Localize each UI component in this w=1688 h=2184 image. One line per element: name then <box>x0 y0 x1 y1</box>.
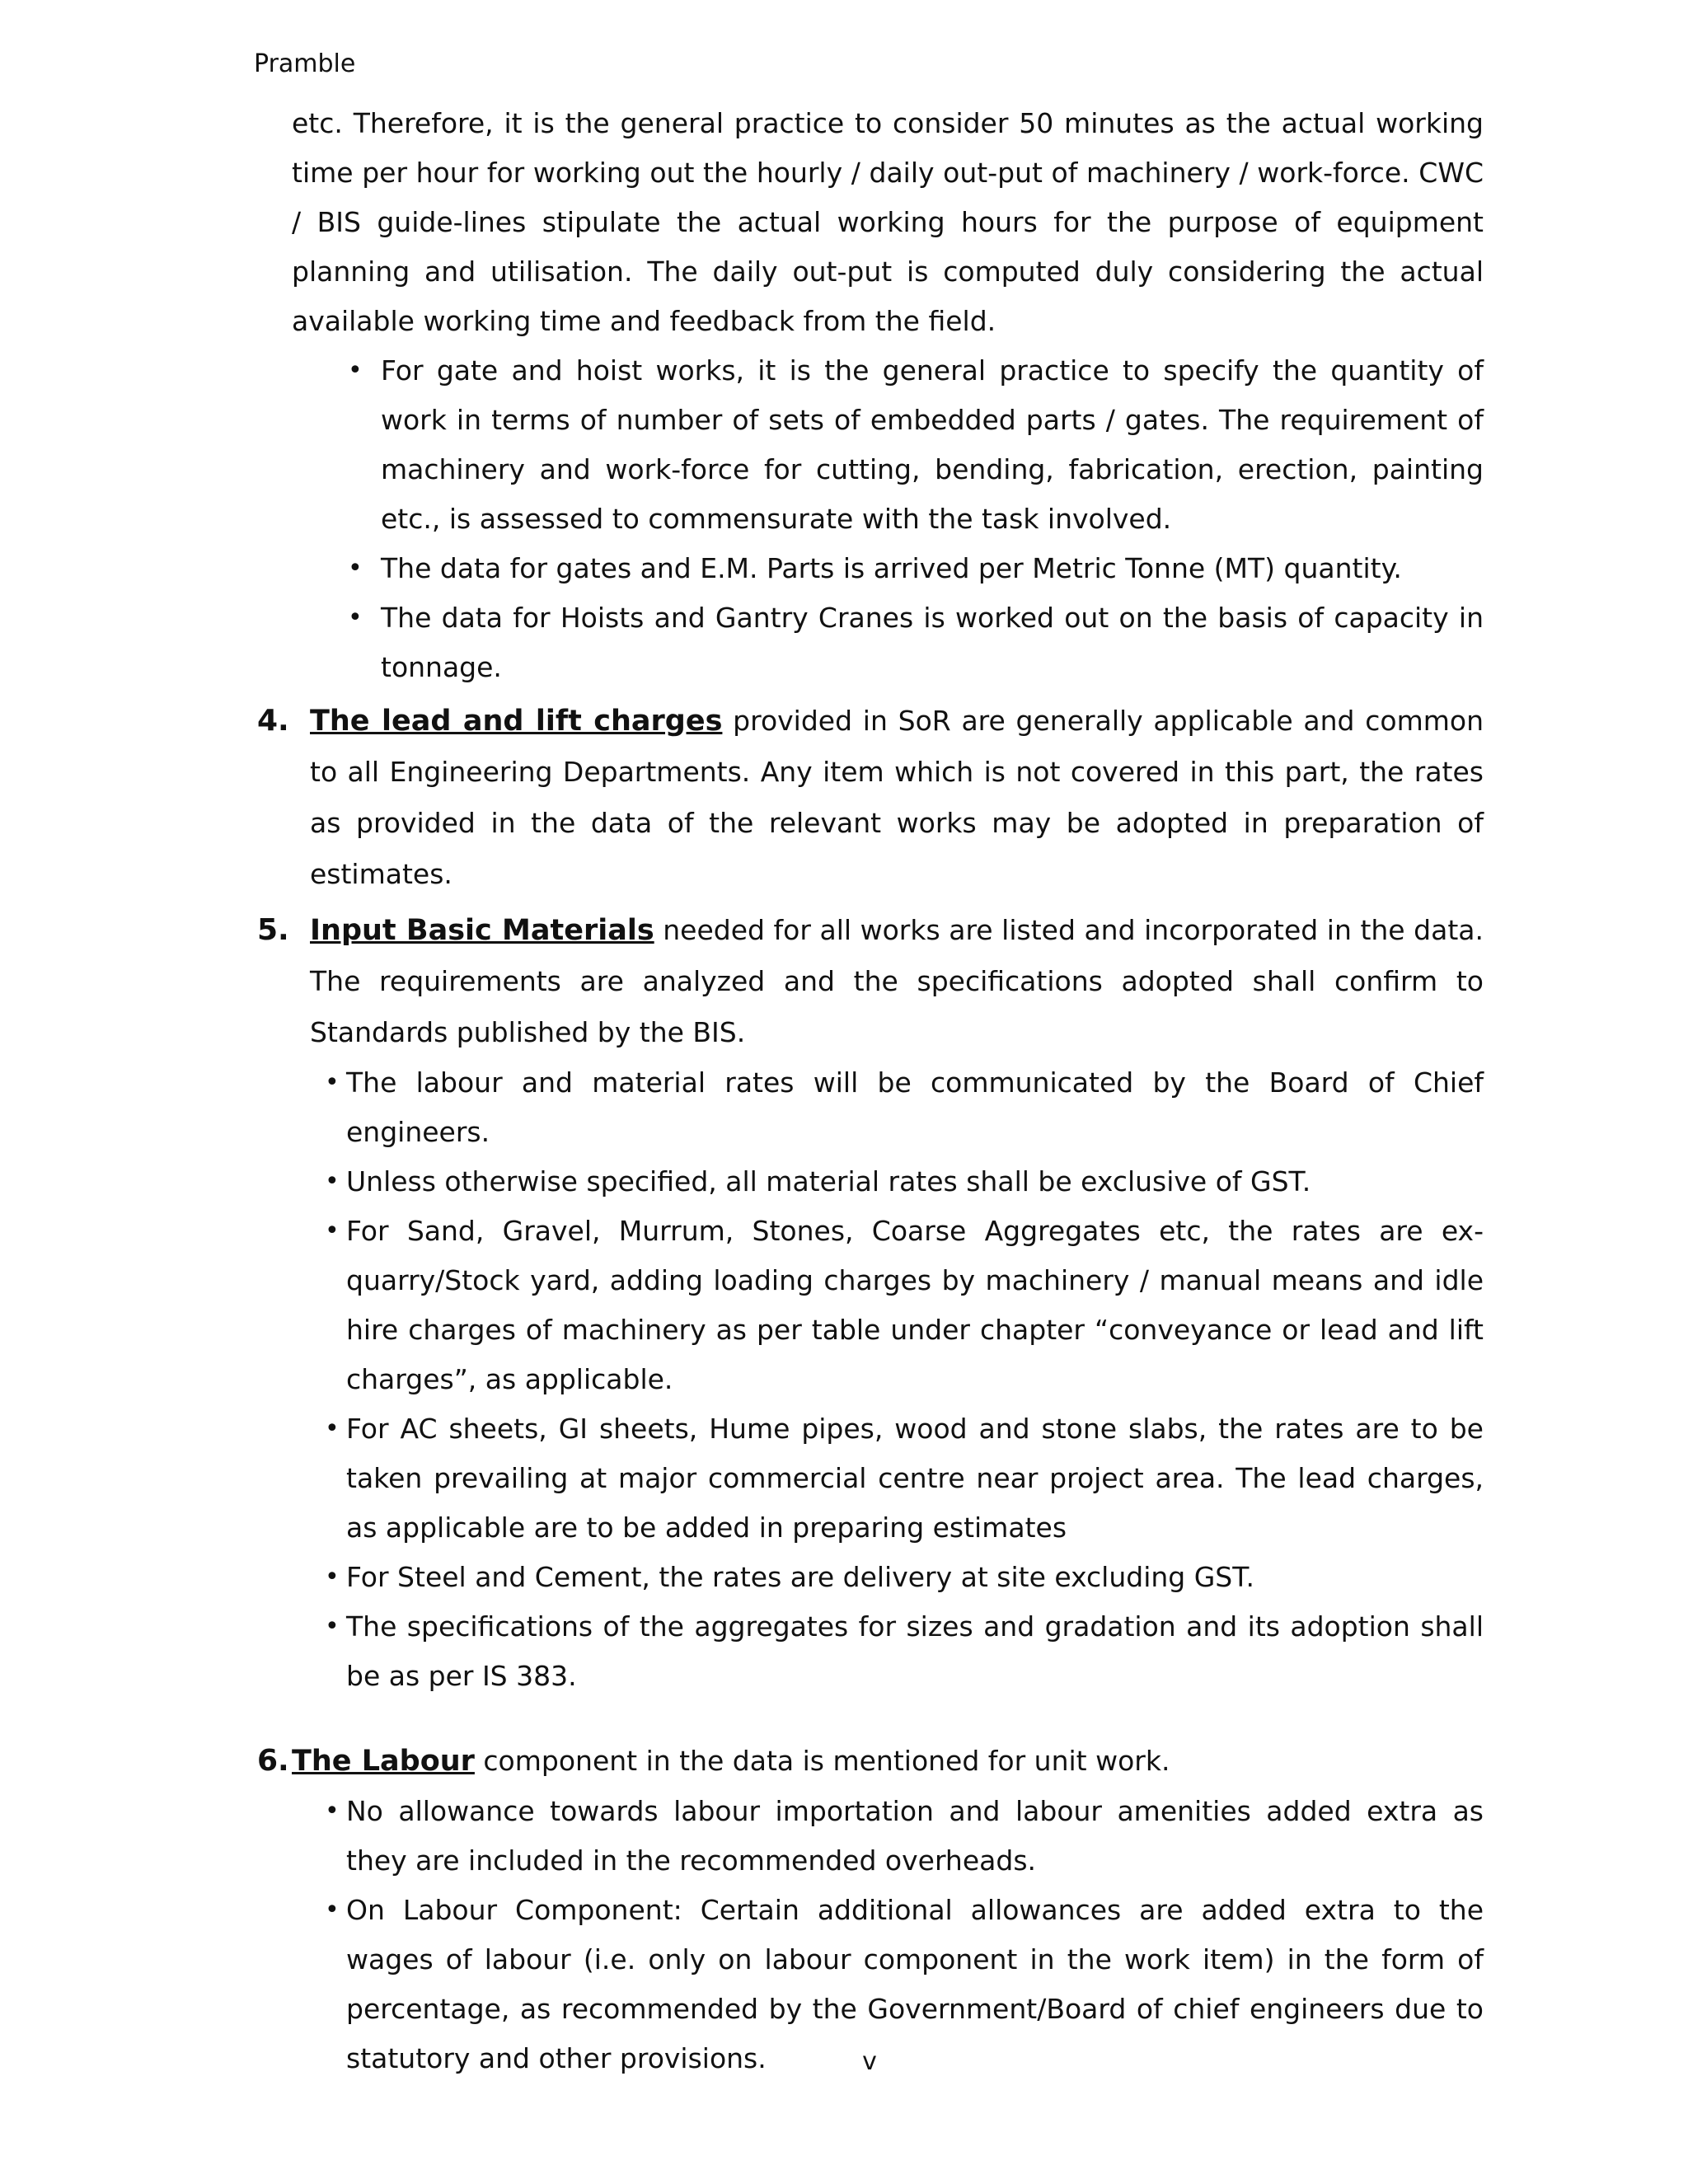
list-item-text: The data for Hoists and Gantry Cranes is worked out on the basis of capacity in tonnage. <box>381 602 1484 683</box>
list-item-text: For AC sheets, GI sheets, Hume pipes, wood and stone slabs, the rates are to be taken prevailing at major commercial centre near project area. The lead charges, as applicable are to be added in preparing estimates <box>346 1413 1484 1544</box>
list-item-text: For Sand, Gravel, Murrum, Stones, Coarse Aggregates etc, the rates are ex-quarry/Stock yard, adding loading charges by machinery / manual means and idle hire charges of machinery as per table under chapter “conveyance or lead and lift charges”, as applicable. <box>346 1215 1484 1395</box>
bullet-icon: • <box>348 603 363 632</box>
section-number: 5. <box>257 913 289 947</box>
section-heading: The lead and lift charges <box>310 705 723 738</box>
section-paragraph <box>310 905 1484 1058</box>
section-paragraph <box>310 696 1484 900</box>
running-header: Pramble <box>254 49 356 78</box>
bullet-icon: • <box>325 1896 340 1924</box>
section-text: provided in SoR are generally applicable and common to all Engineering Departments. Any item which is not covered in this part, the rates as provided in the data of the relevant works may be adopted in preparation of estimates. <box>310 705 1484 890</box>
intro-bullet-list <box>254 346 1484 692</box>
section-heading: Input Basic Materials <box>310 914 654 947</box>
section-text: needed for all works are listed and incorporated in the data. The requirements are analyzed and the specifications adopted shall confirm to Standards published by the BIS. <box>310 914 1484 1048</box>
list-item-text: The labour and material rates will be communicated by the Board of Chief engineers. <box>346 1066 1484 1148</box>
bullet-icon: • <box>325 1216 340 1245</box>
list-item <box>310 1058 1484 1157</box>
bullet-icon: • <box>348 554 363 583</box>
list-item-text: For gate and hoist works, it is the general practice to specify the quantity of work in terms of number of sets of embedded parts / gates. The requirement of machinery and work-force for cutting, bending, fabrication, erection, painting etc., is assessed to commensurate with the task involved. <box>381 354 1484 535</box>
list-item-text: No allowance towards labour importation and labour amenities added extra as they are included in the recommended overheads. <box>346 1795 1484 1877</box>
list-item <box>310 1404 1484 1553</box>
intro-paragraph: etc. Therefore, it is the general practice to consider 50 minutes as the actual working time per hour for working out the hourly / daily out-put of machinery / work-force. CWC / BIS guide-lines stipulate the actual working hours for the purpose of equipment planning and utilisation. The daily out-put is computed duly considering the actual available working time and feedback from the field. <box>292 107 1484 337</box>
bullet-icon: • <box>325 1563 340 1591</box>
bullet-icon: • <box>325 1414 340 1443</box>
section-number: 6. <box>257 1744 289 1778</box>
list-item <box>254 593 1484 692</box>
section-the-labour <box>254 1736 1484 2083</box>
labour-bullet-list <box>292 1787 1484 2083</box>
list-item-text: On Labour Component: Certain additional allowances are added extra to the wages of labour (i.e. only on labour component in the work item) in the form of percentage, as recommended by the Government/Board of chief engineers due to statutory and other provisions. <box>346 1894 1484 2074</box>
section-input-basic-materials <box>254 905 1484 1701</box>
bullet-icon: • <box>325 1068 340 1097</box>
list-item <box>310 1207 1484 1404</box>
bullet-icon: • <box>348 356 363 385</box>
list-item <box>254 544 1484 593</box>
list-item-text: Unless otherwise specified, all material rates shall be exclusive of GST. <box>346 1165 1311 1197</box>
section-heading: The Labour <box>292 1745 475 1778</box>
section-paragraph <box>292 1736 1484 1787</box>
list-item-text: The specifications of the aggregates for sizes and gradation and its adoption shall be as per IS 383. <box>346 1610 1484 1692</box>
page-number: v <box>862 2047 877 2076</box>
bullet-icon: • <box>325 1612 340 1641</box>
bullet-icon: • <box>325 1167 340 1196</box>
section-text: component in the data is mentioned for unit work. <box>474 1745 1170 1777</box>
list-item <box>292 1787 1484 1886</box>
list-item-text: The data for gates and E.M. Parts is arrived per Metric Tonne (MT) quantity. <box>381 552 1402 584</box>
list-item-text: For Steel and Cement, the rates are delivery at site excluding GST. <box>346 1561 1254 1593</box>
section-number: 4. <box>257 704 289 738</box>
bullet-icon: • <box>325 1797 340 1825</box>
section-lead-and-lift-charges <box>254 696 1484 900</box>
document-body <box>254 99 1484 2083</box>
list-item <box>254 346 1484 544</box>
list-item <box>310 1157 1484 1207</box>
list-item <box>310 1553 1484 1602</box>
materials-bullet-list <box>310 1058 1484 1701</box>
list-item <box>310 1602 1484 1701</box>
